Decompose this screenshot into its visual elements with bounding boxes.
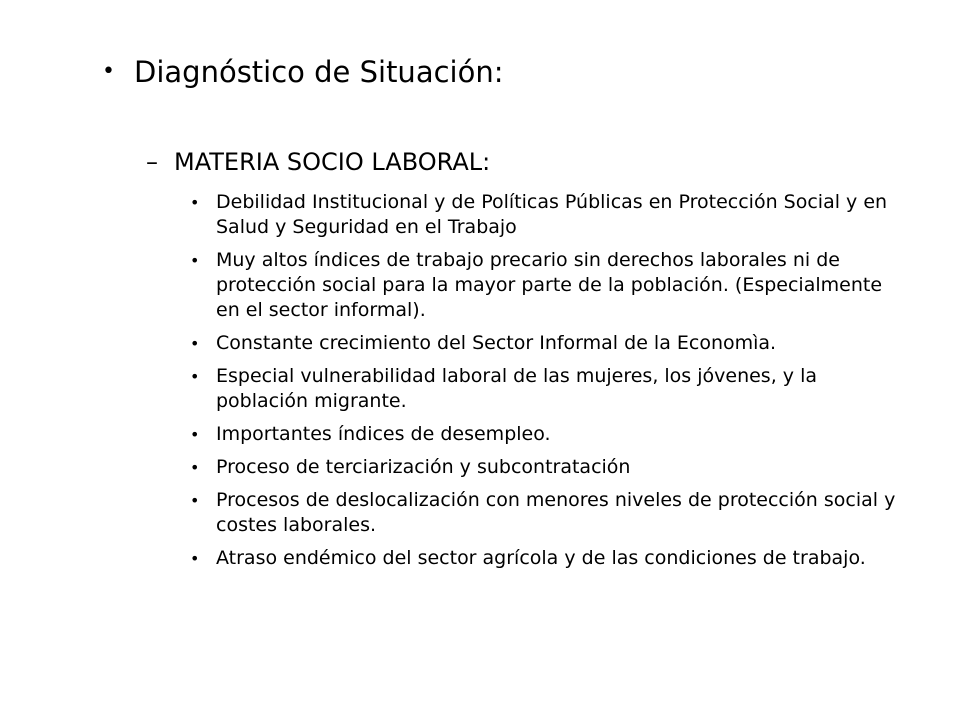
- heading-text: Diagnóstico de Situación:: [134, 55, 504, 89]
- list-item-text: Constante crecimiento del Sector Informal de la Economìa.: [216, 332, 777, 354]
- list-bullet: •: [190, 458, 200, 477]
- bullet-list: [190, 190, 900, 579]
- list-bullet: •: [190, 251, 200, 270]
- list-item: [190, 364, 900, 414]
- list-item-text: Debilidad Institucional y de Políticas Públicas en Protección Social y en Salud y Seguridad en el Trabajo: [216, 191, 888, 238]
- list-bullet: •: [190, 367, 200, 386]
- heading-bullet: •: [102, 59, 115, 84]
- list-item-text: Importantes índices de desempleo.: [216, 423, 551, 445]
- list-item-text: Atraso endémico del sector agrícola y de las condiciones de trabajo.: [216, 547, 866, 569]
- list-item-text: Procesos de deslocalización con menores niveles de protección social y costes laborales.: [216, 489, 896, 536]
- list-item: [190, 248, 900, 323]
- list-item-text: Proceso de terciarización y subcontratación: [216, 456, 631, 478]
- list-item: [190, 546, 900, 571]
- list-item: [190, 455, 900, 480]
- list-bullet: •: [190, 425, 200, 444]
- list-bullet: •: [190, 491, 200, 510]
- list-item-text: Muy altos índices de trabajo precario sin derechos laborales ni de protección social para la mayor parte de la población. (Especialmente en el sector informal).: [216, 249, 883, 321]
- list-bullet: •: [190, 549, 200, 568]
- list-item-text: Especial vulnerabilidad laboral de las mujeres, los jóvenes, y la población migrante.: [216, 365, 817, 412]
- list-item: [190, 190, 900, 240]
- list-item: [190, 422, 900, 447]
- list-item: [190, 488, 900, 538]
- list-bullet: •: [190, 193, 200, 212]
- list-item: [190, 331, 900, 356]
- subheading-text: MATERIA SOCIO LABORAL:: [174, 148, 491, 176]
- list-bullet: •: [190, 334, 200, 353]
- subheading-dash: –: [146, 148, 158, 176]
